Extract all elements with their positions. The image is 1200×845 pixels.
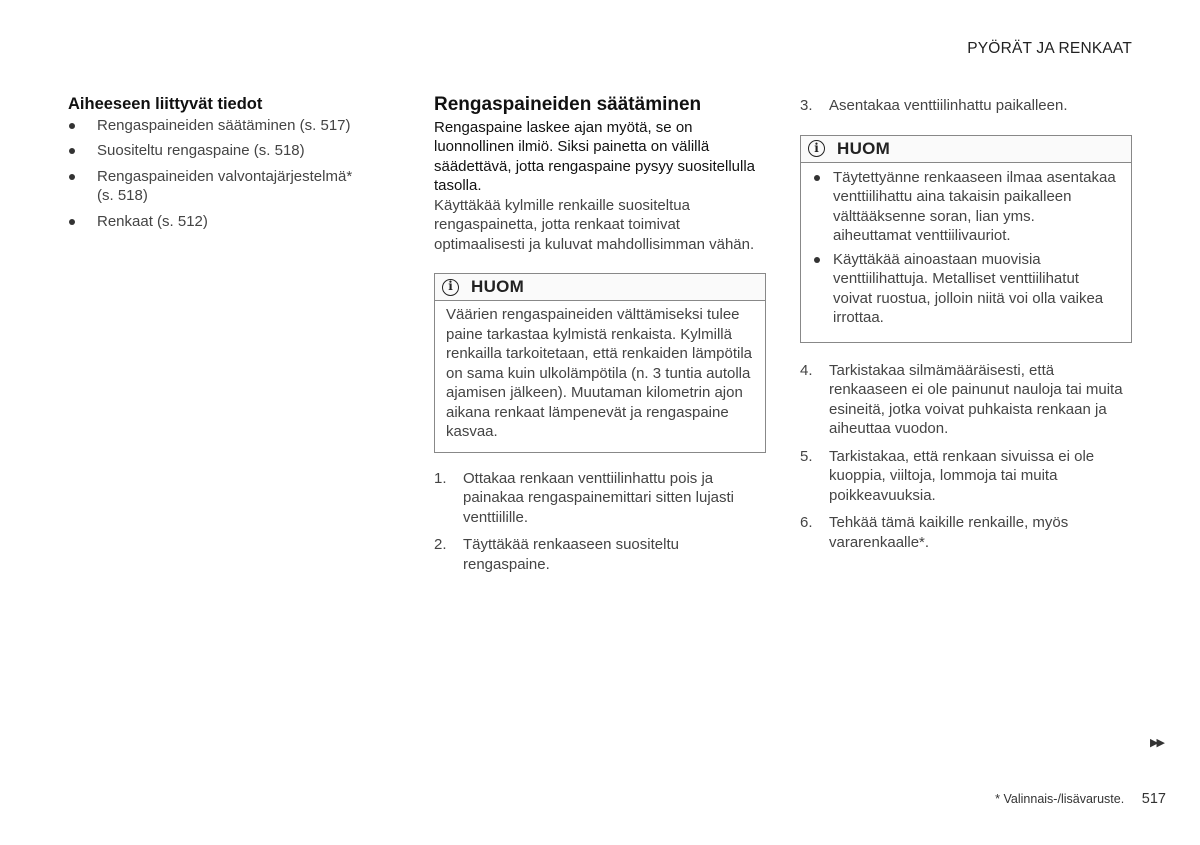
- note-box: [434, 273, 766, 453]
- note-title: HUOM: [471, 277, 525, 297]
- step-text: Tarkistakaa silmämääräisesti, että renkaaseen ei ole painunut nauloja tai muita esineitä, jotka voivat puhkaista renkaan ja aiheuttaa vuodon.: [829, 361, 1123, 437]
- related-info-heading: Aiheeseen liittyvät tiedot: [68, 95, 263, 113]
- list-item[interactable]: [68, 167, 368, 206]
- step-item: [800, 447, 1132, 506]
- bullet-icon: [814, 175, 820, 181]
- related-info-column: [68, 95, 368, 237]
- related-link[interactable]: Renkaat (s. 512): [97, 212, 208, 230]
- info-icon: i: [808, 140, 825, 157]
- note-header: [435, 274, 765, 301]
- note-list: [813, 168, 1117, 328]
- note-item-text: Käyttäkää ainoastaan muovisia venttiilihattuja. Metalliset venttiilihatut voivat ruostua, jolloin niitä voi olla vaikea irrottaa.: [833, 250, 1104, 326]
- list-item: [813, 250, 1117, 328]
- intro-paragraph: Rengaspaine laskee ajan myötä, se on luonnollinen ilmiö. Siksi painetta on välillä säädettävä, jotta rengaspaine pysyy suositellulla tasolla.: [434, 118, 756, 194]
- list-item[interactable]: [68, 212, 368, 232]
- step-item: [800, 96, 1132, 116]
- bullet-icon: [814, 257, 820, 263]
- note-header: [801, 136, 1131, 163]
- step-item: [800, 361, 1132, 439]
- step-text: Tarkistakaa, että renkaan sivuissa ei ole kuoppia, viiltoja, lommoja tai muita poikkeavuuksia.: [829, 447, 1095, 504]
- continue-arrow-icon: ▶▶: [1150, 737, 1163, 749]
- info-icon: i: [442, 279, 459, 296]
- step-number: 6.: [800, 514, 813, 531]
- step-number: 4.: [800, 361, 813, 379]
- step-number: 3.: [800, 97, 813, 114]
- step-item: [434, 469, 766, 528]
- note-text: Väärien rengaspaineiden välttämiseksi tulee paine tarkastaa kylmistä renkaista. Kylmillä renkailla tarkoitetaan, että renkaiden lämpötila on sama kuin ulkolämpötila (n. 3 tuntia autolla ajamisen jälkeen). Muutaman kilometrin ajon aikana renkaat lämpenevät ja rengaspaine kasvaa.: [446, 306, 753, 440]
- step-number: 2.: [434, 536, 447, 553]
- page-footer: [995, 791, 1166, 807]
- page-number: 517: [1141, 791, 1166, 807]
- steps-list: [800, 96, 1132, 116]
- step-number: 1.: [434, 469, 447, 487]
- bullet-icon: [69, 123, 75, 129]
- bullet-icon: [69, 174, 75, 180]
- list-item[interactable]: [68, 141, 368, 161]
- note-body: [435, 301, 765, 452]
- steps-list: [800, 361, 1132, 553]
- related-info-list: [68, 116, 368, 232]
- step-text: Täyttäkää renkaaseen suositeltu rengaspaine.: [463, 536, 679, 573]
- step-number: 5.: [800, 447, 813, 465]
- related-link[interactable]: Suositeltu rengaspaine (s. 518): [97, 142, 305, 159]
- step-text: Ottakaa renkaan venttiilinhattu pois ja painakaa rengaspainemittari sitten lujasti venttiilille.: [463, 469, 734, 526]
- step-text: Asentakaa venttiilinhattu paikalleen.: [829, 97, 1068, 114]
- continued-content-column: [800, 96, 1132, 560]
- bullet-icon: [69, 148, 75, 154]
- step-item: [434, 535, 766, 574]
- step-item: [800, 513, 1132, 552]
- body-paragraph: Käyttäkää kylmille renkaille suositeltua rengaspainetta, jotta renkaat toimivat optimaalisesti ja kuluvat mahdollisimman vähän.: [434, 196, 755, 253]
- note-item-text: Täytettyänne renkaaseen ilmaa asentakaa venttiilihattu aina takaisin paikalleen välttääksenne soran, lian yms. aiheuttamat venttiilivauriot.: [833, 168, 1116, 244]
- footnote: * Valinnais-/lisävaruste.: [995, 792, 1125, 806]
- page-section-title: PYÖRÄT JA RENKAAT: [967, 40, 1132, 57]
- section-heading: Rengaspaineiden säätäminen: [434, 94, 702, 115]
- note-title: HUOM: [837, 138, 891, 158]
- step-text: Tehkää tämä kaikille renkaille, myös vararenkaalle*.: [829, 514, 1069, 551]
- list-item: [813, 168, 1117, 246]
- list-item[interactable]: [68, 116, 368, 136]
- related-link[interactable]: Rengaspaineiden säätäminen (s. 517): [97, 116, 351, 134]
- bullet-icon: [69, 219, 75, 225]
- note-body: [801, 163, 1131, 342]
- related-link[interactable]: Rengaspaineiden valvontajärjestelmä* (s. 518): [97, 167, 353, 204]
- note-box: [800, 135, 1132, 343]
- main-content-column: [434, 95, 766, 582]
- steps-list: [434, 469, 766, 575]
